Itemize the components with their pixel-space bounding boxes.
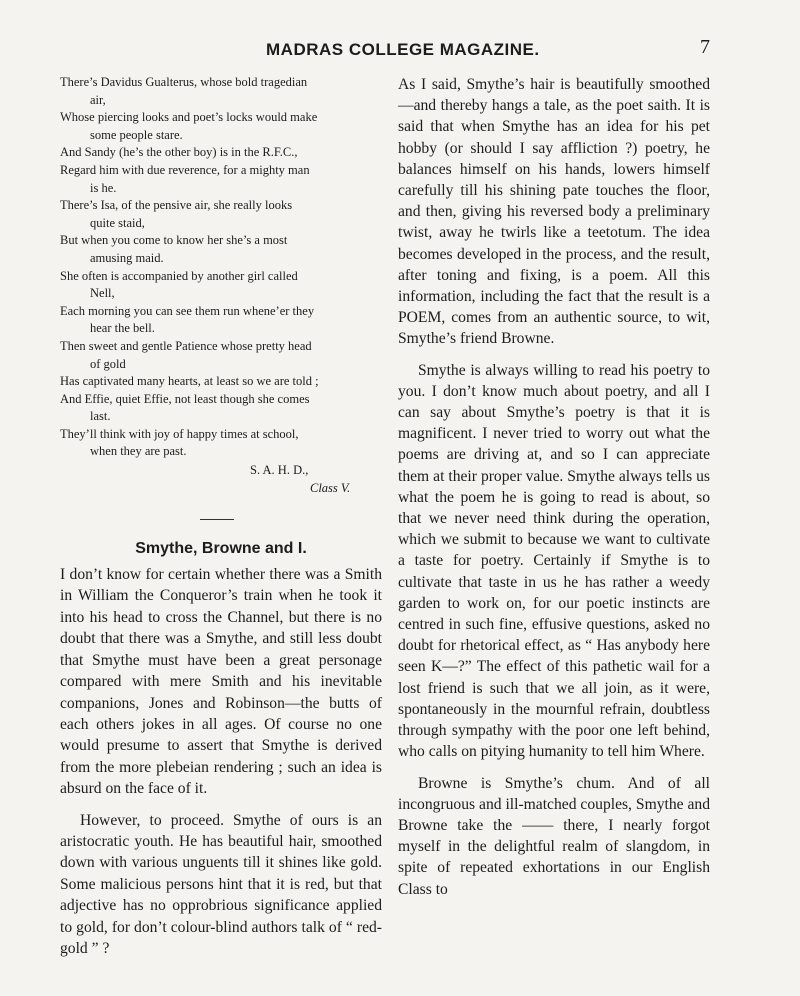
poem-line: They’ll think with joy of happy times at school, <box>60 426 299 441</box>
poem-line: when they are past. <box>90 444 187 459</box>
right-column <box>398 74 710 900</box>
article-paragraph: As I said, Smythe’s hair is beautifully smoothed—and thereby hangs a tale, as the poet saith. It is said that when Smythe has an idea for his pet hobby (or should I say affliction ?) poetry, he balances himself on his hands, lowers himself carefully till his shining pate touches the floor, and then, giving his reversed body a preliminary twist, away he twirls like a teetotum. The idea becomes developed in the process, and the result, after toning and fixing, is a poem. All this information, including the fact that the result is a POEM, comes from an authentic source, to wit, Smythe’s friend Browne. <box>398 76 710 348</box>
poem-line: some people stare. <box>90 127 183 142</box>
poem-line: She often is accompanied by another girl called <box>60 268 298 283</box>
section-divider <box>200 519 234 520</box>
poem-line: There’s Davidus Gualterus, whose bold tragedian <box>60 75 308 89</box>
poem-line: Then sweet and gentle Patience whose pretty head <box>60 338 312 353</box>
article-paragraph: Smythe is always willing to read his poetry to you. I don’t know much about poetry, and all I can say about Smythe’s poetry is that it is magnificent. I never tried to worry out what the poems are driving at, and so I can appreciate them at their proper value. Smythe always tells us what the poem he is going to read is about, so that we never need think during the operation, which we submit to because we want to cultivate a taste for poetry. Certainly if Smythe is to cultivate that taste in us he has rather a weedy garden to work on, for our poetic instincts are centred in such fine, effusive questions, asked no doubt for rhetorical effect, as “ Has anybody here seen K—?” The effect of this pathetic wail for a lost friend is such that we all join, as it were, spontaneously in the mournful refrain, doubtless through sympathy with the poor one left behind, who calls on pitying humanity to tell him Where. <box>398 361 710 761</box>
poem-line: quite staid, <box>90 215 145 230</box>
poem-line: Each morning you can see them run whene’er they <box>60 303 315 318</box>
poem-line: of gold <box>90 356 126 371</box>
poem-line: Whose piercing looks and poet’s locks would make <box>60 110 318 125</box>
poem-line: There’s Isa, of the pensive air, she really looks <box>60 198 293 213</box>
poem-line: is he. <box>90 180 117 195</box>
poem-line: Nell, <box>90 286 115 301</box>
poem-line: Has captivated many hearts, at least so we are told ; <box>60 374 319 389</box>
poem-author-class: Class V. <box>310 481 351 496</box>
article-body-right <box>398 74 710 900</box>
page-number: 7 <box>700 36 710 58</box>
poem-line: And Sandy (he’s the other boy) is in the R.F.C., <box>60 145 298 160</box>
page-header <box>0 36 800 66</box>
poem-line: But when you come to know her she’s a most <box>60 233 288 248</box>
left-column <box>60 74 382 959</box>
article-paragraph: Browne is Smythe’s chum. And of all incongruous and ill-matched couples, Smythe and Browne take the —— there, I nearly forgot myself in the delightful realm of slangdom, in spite of repeated exhortations in our English Class to <box>398 774 710 898</box>
article-paragraph: I don’t know for certain whether there was a Smith in William the Conqueror’s train when he took it into his head to cross the Channel, but there is no doubt that there was a Smythe, and still less doubt that Smythe must have been a great personage compared with mere Smith and his inevitable companions, Jones and Robinson—the butts of each others jokes in all ages. Of course no one would presume to assert that Smythe is derived from the more plebeian rendering ; such an idea is absurd on the face of it. <box>60 566 382 798</box>
poem-line: air, <box>90 92 106 107</box>
magazine-title: MADRAS COLLEGE MAGAZINE. <box>266 40 540 59</box>
poem-line: amusing maid. <box>90 250 164 265</box>
poem-line: Regard him with due reverence, for a mighty man <box>60 162 310 177</box>
article-paragraph: However, to proceed. Smythe of ours is an aristocratic youth. He has beautiful hair, smoothed down with various unguents till it shines like gold. Some malicious persons hint that it is red, but that adjective has no opprobrious significance applied to gold, for don’t colour-blind authors talk of “ red-gold ” ? <box>60 811 382 957</box>
poem-line: last. <box>90 409 111 424</box>
poem <box>60 74 382 461</box>
article-body-left <box>60 564 382 959</box>
poem-author: S. A. H. D., <box>250 463 309 478</box>
poem-signature <box>60 461 382 497</box>
article-title: Smythe, Browne and I. <box>135 540 307 558</box>
poem-line: hear the bell. <box>90 321 155 336</box>
poem-line: And Effie, quiet Effie, not least though she comes <box>60 391 310 406</box>
